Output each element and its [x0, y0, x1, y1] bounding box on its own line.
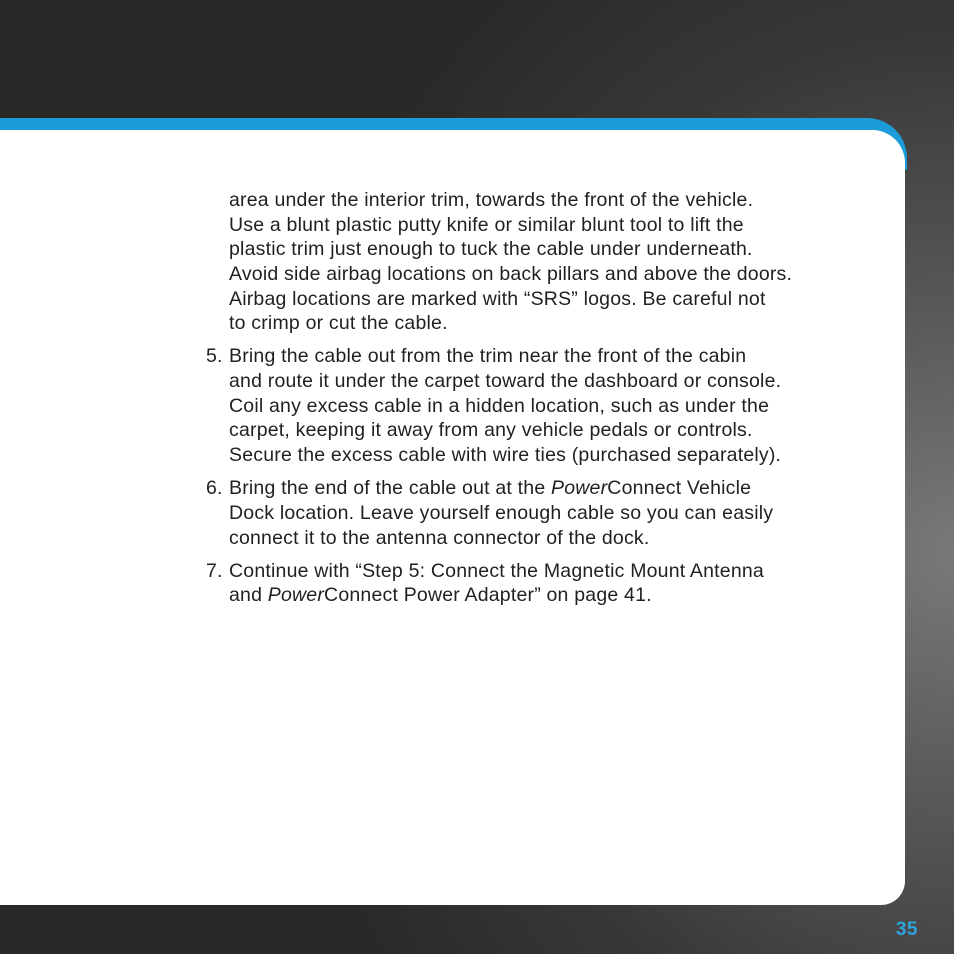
text-line: Use a blunt plastic putty knife or similar blunt tool to lift the	[229, 213, 744, 236]
text-segment: Bring the end of the cable out at the	[229, 477, 551, 500]
step-text	[229, 344, 886, 467]
step-6	[206, 476, 886, 550]
step-number: 7.	[206, 559, 223, 582]
brand-italic-text: Power	[551, 477, 608, 500]
step-number: 5.	[206, 345, 223, 368]
text-line: Continue with “Step 5: Connect the Magnetic Mount Antenna	[229, 559, 764, 582]
page-number: 35	[895, 919, 918, 940]
text-line	[229, 476, 886, 501]
text-line: Coil any excess cable in a hidden location, such as under the	[229, 394, 770, 417]
text-line: Dock location. Leave yourself enough cable so you can easily	[229, 501, 774, 524]
continued-paragraph	[206, 188, 886, 336]
step-number: 6.	[206, 477, 223, 500]
step-5	[206, 344, 886, 467]
text-line: connect it to the antenna connector of the dock.	[229, 526, 650, 549]
brand-italic-text: Power	[267, 584, 325, 607]
text-line: plastic trim just enough to tuck the cable under underneath.	[229, 238, 753, 261]
text-line	[229, 583, 886, 608]
text-line: area under the interior trim, towards the front of the vehicle.	[229, 189, 754, 211]
text-segment: and	[229, 584, 268, 607]
instruction-text	[206, 188, 886, 616]
text-line: Secure the excess cable with wire ties (purchased separately).	[229, 444, 782, 467]
step-7	[206, 559, 886, 608]
text-segment: Connect Vehicle	[607, 477, 752, 500]
text-line: Airbag locations are marked with “SRS” logos. Be careful not	[229, 287, 766, 310]
step-text	[229, 476, 886, 550]
text-line: carpet, keeping it away from any vehicle pedals or controls.	[229, 419, 753, 442]
text-segment: Connect Power Adapter” on page 41.	[324, 584, 652, 607]
text-line: Bring the cable out from the trim near the front of the cabin	[229, 345, 747, 368]
text-line: Avoid side airbag locations on back pillars and above the doors.	[229, 263, 793, 286]
content-panel	[0, 130, 905, 905]
text-line: to crimp or cut the cable.	[229, 312, 448, 335]
step-text	[229, 559, 886, 608]
text-line: and route it under the carpet toward the dashboard or console.	[229, 370, 782, 393]
